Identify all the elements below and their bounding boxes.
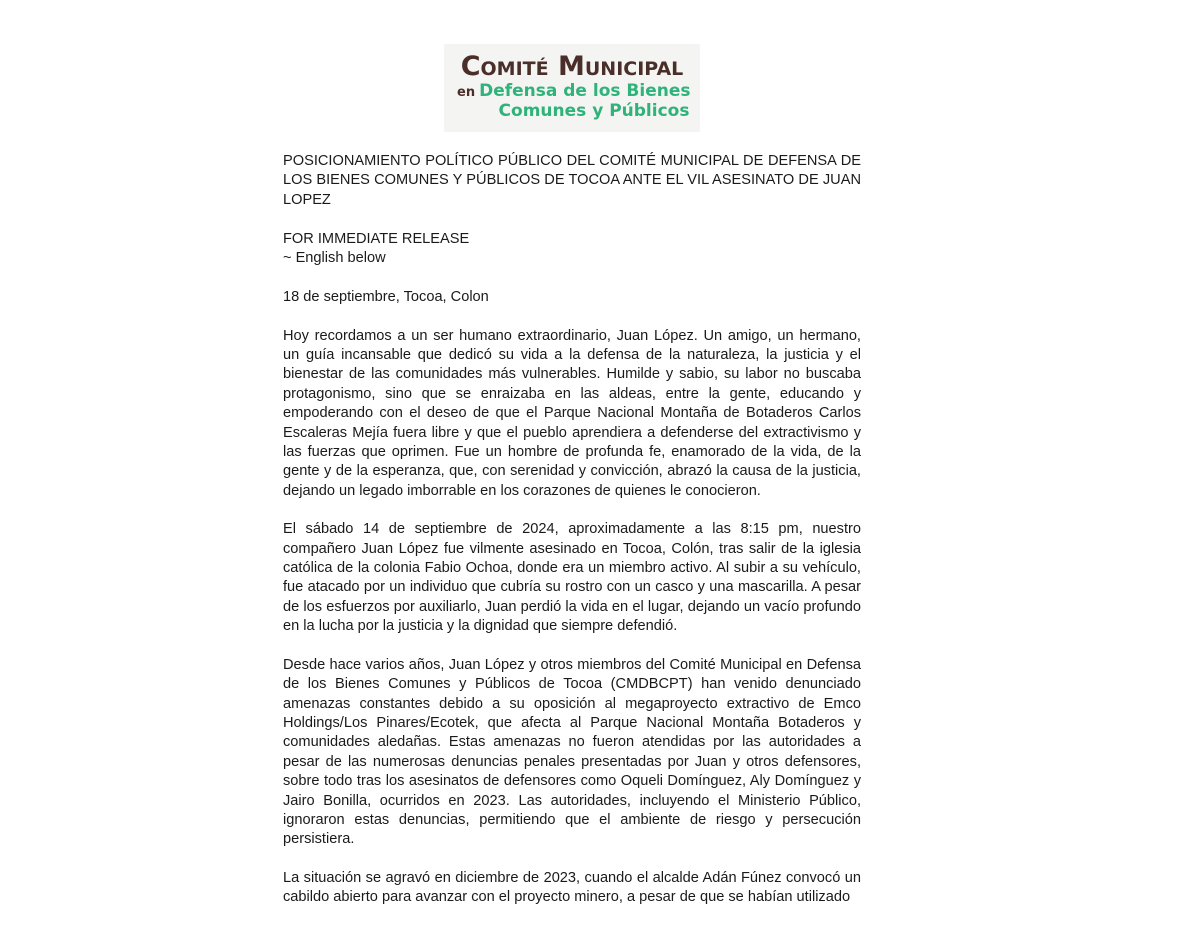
spacer bbox=[283, 210, 861, 229]
logo-line-3: Comunes y Públicos bbox=[498, 101, 690, 121]
logo-line-2-text: Defensa de los Bienes bbox=[479, 81, 691, 101]
dateline: 18 de septiembre, Tocoa, Colon bbox=[283, 288, 489, 305]
logo-prefix: en bbox=[457, 85, 476, 100]
spacer bbox=[283, 268, 861, 287]
paragraph: La situación se agravó en diciembre de 2023, cuando el alcalde Adán Fúnez convocó un cabildo abierto para avanzar con el proyecto minero, a pesar de que se habían utilizado bbox=[283, 869, 861, 906]
paragraph: Desde hace varios años, Juan López y otros miembros del Comité Municipal en Defensa de los Bienes Comunes y Públicos de Tocoa (CMDBCPT) han venido denunciado amenazas constantes debido a su oposición al megaproyecto extractivo de Emco Holdings/Los Pinares/Ecotek, que afecta al Parque Nacional Montaña Botaderos y comunidades aledañas. Estas amenazas no fueron atendidas por las autoridades a pesar de las numerosas denuncias penales presentadas por Juan y otros defensores, sobre todo tras los asesinatos de defensores como Oqueli Domínguez, Aly Domínguez y Jairo Bonilla, ocurridos en 2023. Las autoridades, incluyendo el Ministerio Público, ignoraron estas denuncias, permitiendo que el ambiente de riesgo y persecución persistiera. bbox=[283, 656, 861, 848]
release-label: FOR IMMEDIATE RELEASE bbox=[283, 230, 470, 247]
committee-logo bbox=[444, 44, 700, 132]
english-note: ~ English below bbox=[283, 250, 386, 267]
paragraph: El sábado 14 de septiembre de 2024, aproximadamente a las 8:15 pm, nuestro compañero Juan López fue vilmente asesinado en Tocoa, Colón, tras salir de la iglesia católica de la colonia Fabio Ochoa, donde era un miembro activo. Al subir a su vehículo, fue atacado por un individuo que cubría su rostro con un casco y una mascarilla. A pesar de los esfuerzos por auxiliarlo, Juan perdió la vida en el lugar, dejando un vacío profundo en la lucha por la justicia y la dignidad que siempre defendió. bbox=[283, 521, 861, 635]
logo-line-1: Comité Municipal bbox=[460, 51, 684, 82]
spacer bbox=[283, 307, 861, 326]
document-body bbox=[283, 152, 861, 927]
document-title: POSICIONAMIENTO POLÍTICO PÚBLICO DEL COMITÉ MUNICIPAL DE DEFENSA DE LOS BIENES COMUNES Y PÚBLICOS DE TOCOA ANTE EL VIL ASESINATO DE JUAN LOPEZ bbox=[283, 153, 861, 208]
paragraph: Hoy recordamos a un ser humano extraordinario, Juan López. Un amigo, un hermano, un guía incansable que dedicó su vida a la defensa de la naturaleza, la justicia y el bienestar de las comunidades más vulnerables. Humilde y sabio, su labor no buscaba protagonismo, sino que se enraizaba en las aldeas, entre la gente, educando y empoderando con el deseo de que el Parque Nacional Montaña de Botaderos Carlos Escaleras Mejía fuera libre y que el pueblo aprendiera a defenderse del extractivismo y las fuerzas que oprimen. Fue un hombre de profunda fe, enamorado de la vida, de la gente y de la esperanza, que, con serenidad y convicción, abrazó la causa de la justicia, dejando un legado imborrable en los corazones de quienes le conocieron. bbox=[283, 327, 861, 499]
logo-line-2 bbox=[444, 82, 700, 102]
